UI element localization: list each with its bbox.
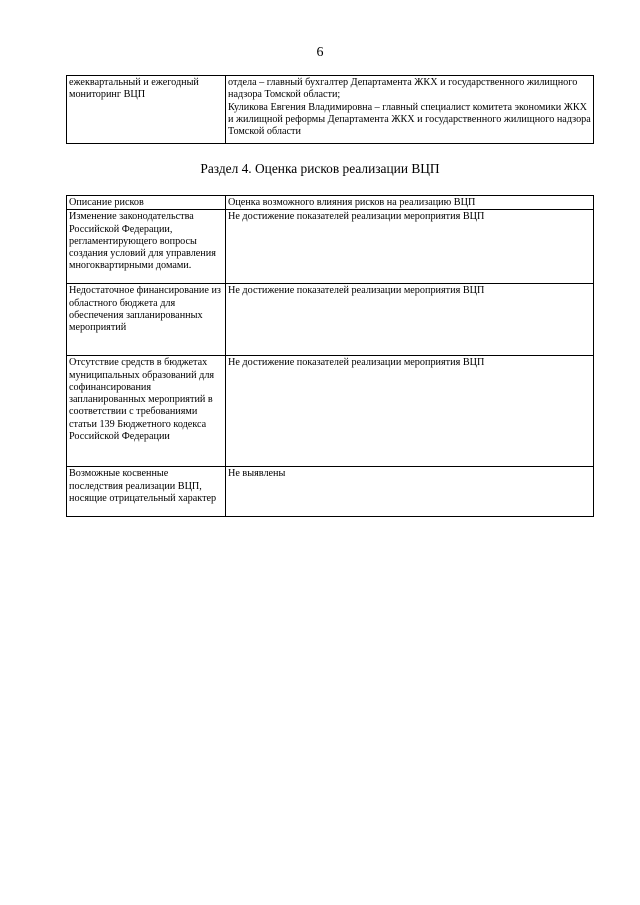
risk-description-cell: Отсутствие средств в бюджетах муниципальных образований для софинансирования запланированных мероприятий в соответствии с требованиями статьи 139 Бюджетного кодекса Российской Федерации	[67, 356, 226, 467]
page-number: 6	[316, 45, 324, 60]
risk-impact-cell: Не достижение показателей реализации мероприятия ВЦП	[226, 356, 594, 467]
table-row	[67, 284, 594, 356]
risk-impact-cell: Не выявлены	[226, 467, 594, 517]
risks-table	[66, 195, 594, 517]
table-row	[67, 467, 594, 517]
monitoring-cell: ежеквартальный и ежегодный мониторинг ВЦП	[67, 76, 226, 144]
responsible-persons-table	[66, 75, 594, 144]
table-row	[67, 356, 594, 467]
risk-description-cell: Изменение законодательства Российской Федерации, регламентирующего вопросы создания условий для управления многоквартирными домами.	[67, 210, 226, 284]
responsible-person-line: отдела – главный бухгалтер Департамента ЖКХ и государственного жилищного надзора Томской области;	[228, 77, 578, 101]
table-row	[67, 76, 594, 144]
table-header-row	[67, 196, 594, 210]
responsible-person-line: Куликова Евгения Владимировна – главный специалист комитета экономики ЖКХ и жилищной реформы Департамента ЖКХ и государственного жилищного надзора Томской области	[228, 101, 591, 138]
risk-impact-cell: Не достижение показателей реализации мероприятия ВЦП	[226, 284, 594, 356]
section-title: Раздел 4. Оценка рисков реализации ВЦП	[200, 161, 440, 176]
header-risk-description: Описание рисков	[67, 196, 226, 210]
header-risk-impact: Оценка возможного влияния рисков на реализацию ВЦП	[226, 196, 594, 210]
responsible-persons-cell	[226, 76, 594, 144]
risk-impact-cell: Не достижение показателей реализации мероприятия ВЦП	[226, 210, 594, 284]
table-row	[67, 210, 594, 284]
risk-description-cell: Возможные косвенные последствия реализации ВЦП, носящие отрицательный характер	[67, 467, 226, 517]
risk-description-cell: Недостаточное финансирование из областного бюджета для обеспечения запланированных мероприятий	[67, 284, 226, 356]
